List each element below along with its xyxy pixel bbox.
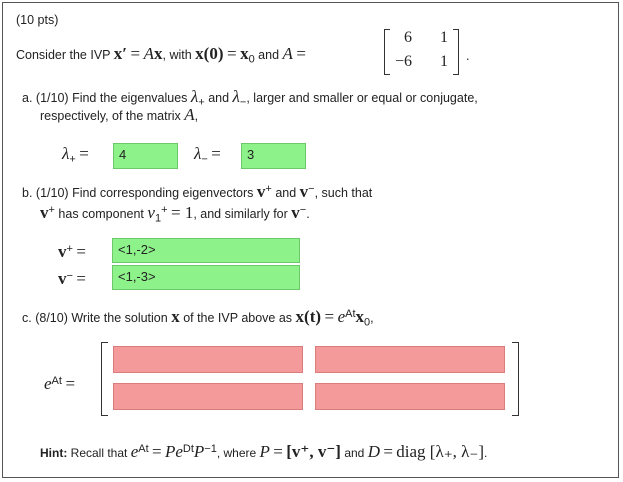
init-eq: = xyxy=(226,44,237,63)
v1-eq-one: = 1 xyxy=(170,203,194,223)
hint-eq3: = xyxy=(383,442,393,461)
question-frame xyxy=(2,2,619,478)
part-b-points: (1/10) xyxy=(35,186,69,201)
lambda-plus-answer[interactable]: 4 xyxy=(113,143,178,169)
ivp-x: x xyxy=(154,44,163,63)
v-plus-sup-2: + xyxy=(48,204,55,216)
v-plus-answer[interactable]: <1,-2> xyxy=(112,238,300,263)
hint-text1: Recall that xyxy=(70,446,128,460)
hint-Ddef: diag [λ₊, λ₋] xyxy=(396,442,485,461)
hint-P2: P xyxy=(259,442,270,461)
v-plus-sym: v xyxy=(256,182,266,202)
hint-At: At xyxy=(138,443,149,455)
part-b-dot: . xyxy=(306,207,310,222)
part-a-text2: , larger and smaller or equal or conjugate, xyxy=(246,91,478,105)
hint-period: . xyxy=(484,446,488,460)
part-c-At: At xyxy=(345,308,356,320)
v-minus-sym: v xyxy=(299,182,309,202)
hint-e2: e xyxy=(175,442,183,461)
intro-with: , with xyxy=(162,48,192,62)
hint-e: e xyxy=(130,442,139,461)
eAt-bracket-right xyxy=(512,342,519,416)
ivp-A: A xyxy=(143,44,154,63)
lambda-minus-eq xyxy=(194,146,221,168)
lambda-minus-sub: − xyxy=(239,96,247,109)
part-a-text3: respectively, of the matrix xyxy=(40,109,181,123)
v1-sub: 1 xyxy=(154,212,162,225)
lambda-minus-eq-sign: = xyxy=(211,144,221,163)
part-b-text3: , and similarly for xyxy=(193,207,288,222)
v1-sym: v xyxy=(147,203,155,223)
part-c-label: c. xyxy=(22,311,32,326)
matrix-a22: 1 xyxy=(440,53,448,70)
eAt-entry-11[interactable] xyxy=(113,346,303,373)
eAt-eq-sign: = xyxy=(65,374,76,394)
part-c-text1: Write the solution xyxy=(71,311,168,326)
part-a-line2 xyxy=(40,107,198,124)
matrix-eq: = xyxy=(296,44,306,63)
part-a-points: (1/10) xyxy=(35,91,69,105)
hint-Dt: Dt xyxy=(182,443,194,455)
ivp-lhs: x′ xyxy=(113,44,128,63)
lambda-plus-ans-sub: + xyxy=(69,153,76,166)
eAt-entry-21[interactable] xyxy=(113,383,303,410)
matrix-bracket-right xyxy=(453,29,459,75)
intro-and: and xyxy=(258,48,280,62)
v-minus-sup: − xyxy=(308,183,315,195)
v-minus-sup-2: − xyxy=(299,204,307,216)
v-minus-eq-sign: = xyxy=(76,269,87,289)
v-minus-sym-2: v xyxy=(291,203,300,223)
v1-sup: + xyxy=(161,204,168,216)
part-b-text2: , such that xyxy=(314,186,373,201)
v-plus-eq-sign: = xyxy=(76,242,87,262)
intro-consider: Consider the IVP xyxy=(16,48,111,62)
part-c-text2: of the IVP above as xyxy=(183,311,293,326)
part-c-e: e xyxy=(337,307,346,327)
matrix-a21: −6 xyxy=(395,53,413,70)
eAt-bracket-left xyxy=(101,342,108,416)
ivp-eq: = xyxy=(130,44,141,63)
v-minus-ans-sym: v xyxy=(58,269,67,289)
lambda-minus-answer[interactable]: 3 xyxy=(241,143,306,169)
lambda-plus-ans-sym: λ xyxy=(62,144,70,163)
v-plus-sup: + xyxy=(265,183,272,195)
part-b-has-comp: has component xyxy=(58,207,144,222)
eAt-entry-12[interactable] xyxy=(315,346,505,373)
v-plus-sym-2: v xyxy=(40,203,49,223)
hint-P: P xyxy=(164,442,176,461)
part-a-and: and xyxy=(208,91,230,105)
matrix-a12: 1 xyxy=(440,29,448,46)
part-a-A: A xyxy=(184,105,195,124)
part-c-line1 xyxy=(22,306,374,331)
part-a-comma: , xyxy=(194,109,199,123)
intro-line xyxy=(16,46,306,68)
hint-line xyxy=(40,441,487,461)
part-b-line2 xyxy=(40,202,310,227)
eAt-sup: At xyxy=(51,375,62,387)
points-header: (10 pts) xyxy=(16,13,59,27)
v-minus-ans-sup: − xyxy=(66,270,73,282)
hint-D: D xyxy=(367,442,380,461)
part-b-and: and xyxy=(275,186,297,201)
matrix-bracket-left xyxy=(384,29,390,75)
lambda-plus-sym: λ xyxy=(190,87,199,106)
eAt-label xyxy=(44,373,75,393)
part-c-X: x xyxy=(171,307,180,327)
hint-eq1: = xyxy=(152,442,162,461)
eAt-e: e xyxy=(44,374,52,394)
lambda-minus-ans-sym: λ xyxy=(194,144,202,163)
part-a-text1: Find the eigenvalues xyxy=(72,91,188,105)
hint-inv: −1 xyxy=(204,443,217,455)
part-c-comma: , xyxy=(370,311,374,326)
v-minus-answer[interactable]: <1,-3> xyxy=(112,265,300,290)
lambda-minus-ans-sub: − xyxy=(201,153,208,166)
part-a-label: a. xyxy=(22,91,33,105)
v-plus-eq xyxy=(58,241,86,261)
matrix-A-label: A xyxy=(282,44,293,63)
v-plus-ans-sup: + xyxy=(66,243,73,255)
lambda-minus-sym: λ xyxy=(232,87,240,106)
hint-Pinv: P xyxy=(193,442,205,461)
part-b-label: b. xyxy=(22,186,33,201)
part-c-points: (8/10) xyxy=(35,311,68,326)
eAt-entry-22[interactable] xyxy=(315,383,505,410)
init-lhs: x(0) xyxy=(195,44,224,63)
lambda-plus-eq xyxy=(62,146,89,168)
part-b-text1: Find corresponding eigenvectors xyxy=(72,186,254,201)
hint-and: and xyxy=(344,446,365,460)
part-c-x0: x xyxy=(355,307,365,327)
v-plus-ans-sym: v xyxy=(58,242,67,262)
part-c-xt: x(t) xyxy=(295,307,322,327)
part-c-eq: = xyxy=(324,307,335,327)
part-c-x0-sub: 0 xyxy=(364,316,371,329)
intro-period: . xyxy=(466,49,470,63)
init-sub: 0 xyxy=(248,53,255,66)
part-b-line1 xyxy=(22,181,372,201)
lambda-plus-sub: + xyxy=(198,96,205,109)
matrix-a11: 6 xyxy=(404,29,412,46)
init-rhs: x xyxy=(240,44,249,63)
v-minus-eq xyxy=(58,268,86,288)
hint-label: Hint: xyxy=(40,446,68,460)
hint-where: , where xyxy=(216,446,257,460)
lambda-plus-eq-sign: = xyxy=(79,144,89,163)
hint-eq2: = xyxy=(273,442,283,461)
hint-Pdef: [v⁺, v⁻] xyxy=(286,442,341,461)
